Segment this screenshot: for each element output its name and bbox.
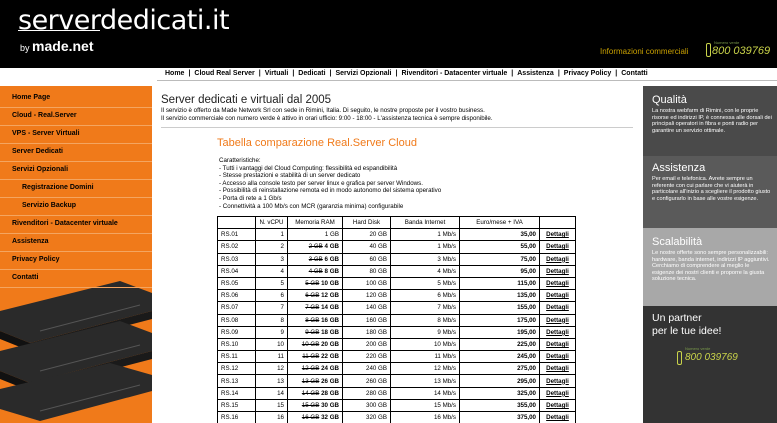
- ram-new: 1 GB: [324, 231, 339, 239]
- table-row: [218, 241, 576, 253]
- plan-name: RS.04: [218, 265, 256, 277]
- details-link[interactable]: Dettagli: [540, 314, 576, 326]
- ram-old: 14 GB: [301, 389, 320, 397]
- ram-new: 24 GB: [321, 365, 339, 373]
- ram-old: 4 GB: [308, 267, 323, 275]
- vcpu-count: 13: [256, 375, 288, 387]
- ram-value: [288, 302, 343, 314]
- hard-disk: 220 GB: [343, 351, 391, 363]
- price: 115,00: [460, 277, 540, 289]
- vcpu-count: 1: [256, 229, 288, 241]
- details-link[interactable]: Dettagli: [540, 302, 576, 314]
- sidebar-divider: [0, 215, 152, 216]
- hard-disk: 260 GB: [343, 375, 391, 387]
- bandwidth: 12 Mb/s: [391, 363, 460, 375]
- table-row: [218, 363, 576, 375]
- price: 55,00: [460, 241, 540, 253]
- details-link[interactable]: Dettagli: [540, 265, 576, 277]
- nav-item-contatti[interactable]: Contatti: [621, 70, 648, 77]
- hard-disk: 280 GB: [343, 387, 391, 399]
- ram-old: 13 GB: [301, 377, 320, 385]
- ram-old: 7 GB: [305, 304, 320, 312]
- price: 155,00: [460, 302, 540, 314]
- ram-new: 8 GB: [324, 267, 339, 275]
- vcpu-count: 14: [256, 387, 288, 399]
- hard-disk: 60 GB: [343, 253, 391, 265]
- price: 95,00: [460, 265, 540, 277]
- ram-new: 16 GB: [321, 316, 339, 324]
- ram-value: [288, 363, 343, 375]
- nav-item-cloud-real-server[interactable]: Cloud Real Server: [194, 70, 255, 77]
- plan-name: RS.09: [218, 326, 256, 338]
- table-row: [218, 277, 576, 289]
- details-link[interactable]: Dettagli: [540, 229, 576, 241]
- vcpu-count: 3: [256, 253, 288, 265]
- plan-name: RS.11: [218, 351, 256, 363]
- hard-disk: 300 GB: [343, 399, 391, 411]
- ram-value: [288, 387, 343, 399]
- server-rack-image: [0, 271, 152, 423]
- phone-icon: [677, 351, 682, 365]
- bandwidth: 10 Mb/s: [391, 338, 460, 350]
- table-header: Memoria RAM: [288, 217, 343, 229]
- site-logo[interactable]: serverdedicati.it: [18, 5, 230, 36]
- hard-disk: 320 GB: [343, 412, 391, 423]
- sidebar-item-server-dedicati[interactable]: Server Dedicati: [12, 148, 63, 155]
- bandwidth: 13 Mb/s: [391, 375, 460, 387]
- ram-new: 28 GB: [321, 389, 339, 397]
- details-link[interactable]: Dettagli: [540, 363, 576, 375]
- bandwidth: 4 Mb/s: [391, 265, 460, 277]
- partner-box: Un partner per le tue idee! Numero verde 800 039769: [643, 306, 777, 423]
- plan-name: RS.02: [218, 241, 256, 253]
- vcpu-count: 4: [256, 265, 288, 277]
- price: 245,00: [460, 351, 540, 363]
- details-link[interactable]: Dettagli: [540, 375, 576, 387]
- ram-value: [288, 277, 343, 289]
- hard-disk: 160 GB: [343, 314, 391, 326]
- ram-old: 9 GB: [305, 328, 320, 336]
- details-link[interactable]: Dettagli: [540, 290, 576, 302]
- partner-phone[interactable]: Numero verde 800 039769: [673, 346, 763, 370]
- sidebar-divider: [0, 269, 152, 270]
- ram-value: [288, 253, 343, 265]
- ram-old: 2 GB: [308, 243, 323, 251]
- nav-separator: |: [329, 70, 332, 77]
- vcpu-count: 15: [256, 399, 288, 411]
- nav-separator: |: [511, 70, 514, 77]
- plan-name: RS.01: [218, 229, 256, 241]
- bandwidth: 5 Mb/s: [391, 277, 460, 289]
- bandwidth: 11 Mb/s: [391, 351, 460, 363]
- price: 295,00: [460, 375, 540, 387]
- assistenza-box: Assistenza Per email e telefonica. Avrete sempre un referente con cui parlare che vi aiuterà in particolare all'inizio a scegliere il prodotto giusto e configurarlo in base alle vostre esigenze.: [643, 156, 777, 228]
- feature-item: - Possibilità di reinstallazione remota ed in modo autonomo del sistema operativo: [219, 187, 442, 195]
- nav-item-rivenditori-datacenter-virtuale[interactable]: Rivenditori - Datacenter virtuale: [401, 70, 508, 77]
- price: 75,00: [460, 253, 540, 265]
- ram-new: 6 GB: [324, 255, 339, 263]
- nav-separator: |: [188, 70, 191, 77]
- details-link[interactable]: Dettagli: [540, 351, 576, 363]
- sidebar-divider: [0, 143, 152, 144]
- nav-item-assistenza[interactable]: Assistenza: [517, 70, 554, 77]
- sidebar-item-vps-server-virtuali[interactable]: VPS - Server Virtuali: [12, 130, 80, 137]
- sidebar-item-privacy-policy[interactable]: Privacy Policy: [12, 256, 60, 263]
- ram-new: 18 GB: [321, 328, 339, 336]
- bandwidth: 8 Mb/s: [391, 314, 460, 326]
- ram-new: 20 GB: [321, 340, 339, 348]
- details-link[interactable]: Dettagli: [540, 277, 576, 289]
- hard-disk: 200 GB: [343, 338, 391, 350]
- sidebar-divider: [0, 197, 152, 198]
- vcpu-count: 16: [256, 412, 288, 423]
- feature-item: - Connettività a 100 Mb/s con MCR (garanzia minima) configurabile: [219, 202, 404, 210]
- bandwidth: 15 Mb/s: [391, 399, 460, 411]
- ram-old: 5 GB: [305, 280, 320, 288]
- price: 135,00: [460, 290, 540, 302]
- vcpu-count: 12: [256, 363, 288, 375]
- vcpu-count: 5: [256, 277, 288, 289]
- table-header: Euro/mese + IVA: [460, 217, 540, 229]
- plan-name: RS.15: [218, 399, 256, 411]
- vcpu-count: 8: [256, 314, 288, 326]
- ram-new: 32 GB: [321, 414, 339, 422]
- byline: by made.net: [20, 38, 94, 54]
- table-row: [218, 290, 576, 302]
- ram-value: [288, 412, 343, 423]
- price: 35,00: [460, 229, 540, 241]
- ram-new: 14 GB: [321, 304, 339, 312]
- ram-new: 4 GB: [324, 243, 339, 251]
- header: [0, 0, 777, 68]
- plan-name: RS.06: [218, 290, 256, 302]
- table-row: [218, 265, 576, 277]
- nav-item-home[interactable]: Home: [165, 70, 185, 77]
- nav-item-virtuali[interactable]: Virtuali: [264, 70, 289, 77]
- feature-item: - Porta di rete a 1 Gb/s: [219, 194, 282, 202]
- bandwidth: 3 Mb/s: [391, 253, 460, 265]
- price: 275,00: [460, 363, 540, 375]
- bandwidth: 14 Mb/s: [391, 387, 460, 399]
- vcpu-count: 9: [256, 326, 288, 338]
- hard-disk: 80 GB: [343, 265, 391, 277]
- bandwidth: 16 Mb/s: [391, 412, 460, 423]
- details-link[interactable]: Dettagli: [540, 253, 576, 265]
- ram-value: [288, 290, 343, 302]
- sidebar-divider: [0, 251, 152, 252]
- vcpu-count: 6: [256, 290, 288, 302]
- ram-old: 10 GB: [301, 340, 320, 348]
- hard-disk: 100 GB: [343, 277, 391, 289]
- ram-new: 12 GB: [321, 292, 339, 300]
- ram-value: [288, 241, 343, 253]
- intro-text: Il servizio è offerto da Made Network Srl con sede in Rimini, Italia. Di seguito, le nostre proposte per il vostro business. Il servizio commerciale con numero verde è attivo in orari ufficio: 9:00 - 18:00 - L'assistenza tecnica è sempre disponibile.: [161, 107, 493, 122]
- sidebar-item-cloud-real-server[interactable]: Cloud - Real.Server: [12, 112, 77, 119]
- ram-value: [288, 314, 343, 326]
- details-link[interactable]: Dettagli: [540, 241, 576, 253]
- hard-disk: 20 GB: [343, 229, 391, 241]
- plan-name: RS.13: [218, 375, 256, 387]
- sidebar-item-registrazione-domini[interactable]: Registrazione Domini: [22, 184, 94, 191]
- ram-old: 12 GB: [301, 365, 320, 373]
- ram-value: [288, 265, 343, 277]
- sidebar-item-rivenditori-datacenter-virtuale[interactable]: Rivenditori - Datacenter virtuale: [12, 220, 118, 227]
- vcpu-count: 11: [256, 351, 288, 363]
- ram-old: 3 GB: [308, 255, 323, 263]
- hard-disk: 180 GB: [343, 326, 391, 338]
- ram-new: 26 GB: [321, 377, 339, 385]
- features-list: Caratteristiche: - Tutti i vantaggi del Cloud Computing: flessibilità ed espandibilità - Stesse prestazioni e stabilità di un server dedicato - Accesso alla console testo per server linux e grafica per server Windows. - Possibilità di reinstallazione remota ed in modo autonomo del sistema operativo - Porta di rete a 1 Gb/s - Connettività a 100 Mb/s con MCR (garanzia minima) configurabile: [219, 157, 442, 210]
- ram-old: 6 GB: [305, 292, 320, 300]
- nav-item-servizi-opzionali[interactable]: Servizi Opzionali: [335, 70, 392, 77]
- nav-separator: |: [258, 70, 261, 77]
- ram-value: [288, 229, 343, 241]
- top-nav: [157, 68, 777, 81]
- hard-disk: 120 GB: [343, 290, 391, 302]
- main-content: [157, 86, 637, 423]
- scalabilita-box: Scalabilità Le nostre offerte sono sempre personalizzabili: hardware, banda internet, indirizzi IP aggiuntivi. Cerchiamo di comprendere al meglio le esigenze dei nostri clienti e proporre la giusta soluzione tecnica.: [643, 228, 777, 306]
- nav-separator: |: [292, 70, 295, 77]
- price: 325,00: [460, 387, 540, 399]
- table-row: [218, 302, 576, 314]
- table-row: [218, 314, 576, 326]
- sidebar-divider: [0, 233, 152, 234]
- ram-value: [288, 399, 343, 411]
- table-header: Hard Disk: [343, 217, 391, 229]
- table-title: Tabella comparazione Real.Server Cloud: [217, 137, 417, 149]
- nav-separator: |: [615, 70, 618, 77]
- plan-name: RS.12: [218, 363, 256, 375]
- sidebar-divider: [0, 179, 152, 180]
- ram-new: 10 GB: [321, 280, 339, 288]
- table-row: [218, 351, 576, 363]
- hard-disk: 240 GB: [343, 363, 391, 375]
- vcpu-count: 7: [256, 302, 288, 314]
- plan-name: RS.07: [218, 302, 256, 314]
- table-row: [218, 375, 576, 387]
- ram-new: 22 GB: [321, 353, 339, 361]
- comparison-table: [217, 216, 576, 423]
- ram-value: [288, 351, 343, 363]
- price: 355,00: [460, 399, 540, 411]
- sidebar-divider: [0, 125, 152, 126]
- table-row: [218, 326, 576, 338]
- table-row: [218, 412, 576, 423]
- details-link[interactable]: Dettagli: [540, 387, 576, 399]
- nav-item-dedicati[interactable]: Dedicati: [298, 70, 326, 77]
- header-phone[interactable]: Numero verde 800 039769: [706, 40, 776, 62]
- qualita-box: Qualità La nostra webfarm di Rimini, con le proprie risorse ed indirizzi IP, è connessa alle dorsali dei principali operatori in fibra e ponti radio per garantire un servizio ottimale.: [643, 86, 777, 156]
- feature-item: - Stesse prestazioni e stabilità di un server dedicato: [219, 172, 361, 180]
- table-row: [218, 399, 576, 411]
- plan-name: RS.10: [218, 338, 256, 350]
- price: 375,00: [460, 412, 540, 423]
- sidebar-divider: [0, 107, 152, 108]
- ram-old: 15 GB: [301, 401, 320, 409]
- table-header: Banda Internet: [391, 217, 460, 229]
- phone-icon: [706, 43, 711, 57]
- plan-name: RS.16: [218, 412, 256, 423]
- bandwidth: 7 Mb/s: [391, 302, 460, 314]
- vcpu-count: 10: [256, 338, 288, 350]
- details-link[interactable]: Dettagli: [540, 338, 576, 350]
- price: 175,00: [460, 314, 540, 326]
- ram-new: 30 GB: [321, 401, 339, 409]
- plan-name: RS.03: [218, 253, 256, 265]
- sidebar-item-servizi-opzionali[interactable]: Servizi Opzionali: [12, 166, 69, 173]
- sidebar-item-contatti[interactable]: Contatti: [12, 274, 39, 281]
- nav-item-privacy-policy[interactable]: Privacy Policy: [563, 70, 612, 77]
- sidebar-divider: [0, 287, 152, 288]
- hard-disk: 140 GB: [343, 302, 391, 314]
- plan-name: RS.05: [218, 277, 256, 289]
- feature-item: - Accesso alla console testo per server linux e grafica per server Windows.: [219, 179, 423, 187]
- divider: [161, 127, 633, 128]
- sidebar-divider: [0, 161, 152, 162]
- bandwidth: 1 Mb/s: [391, 229, 460, 241]
- price: 195,00: [460, 326, 540, 338]
- details-link[interactable]: Dettagli: [540, 326, 576, 338]
- plan-name: RS.14: [218, 387, 256, 399]
- sidebar-item-servizio-backup[interactable]: Servizio Backup: [22, 202, 77, 209]
- nav-separator: |: [557, 70, 560, 77]
- hard-disk: 40 GB: [343, 241, 391, 253]
- table-header: [540, 217, 576, 229]
- feature-item: - Tutti i vantaggi del Cloud Computing: flessibilità ed espandibilità: [219, 164, 398, 172]
- bandwidth: 1 Mb/s: [391, 241, 460, 253]
- sidebar-item-assistenza[interactable]: Assistenza: [12, 238, 49, 245]
- bandwidth: 9 Mb/s: [391, 326, 460, 338]
- bandwidth: 6 Mb/s: [391, 290, 460, 302]
- details-link[interactable]: Dettagli: [540, 399, 576, 411]
- nav-separator: |: [395, 70, 398, 77]
- ram-old: 11 GB: [302, 353, 320, 361]
- price: 225,00: [460, 338, 540, 350]
- sidebar-item-home-page[interactable]: Home Page: [12, 94, 51, 101]
- table-row: [218, 229, 576, 241]
- ram-value: [288, 338, 343, 350]
- table-row: [218, 338, 576, 350]
- table-header: [218, 217, 256, 229]
- table-row: [218, 253, 576, 265]
- ram-old: 16 GB: [301, 414, 320, 422]
- info-commerciali-label: Informazioni commerciali: [600, 47, 689, 56]
- table-header: N. vCPU: [256, 217, 288, 229]
- ram-value: [288, 375, 343, 387]
- left-sidebar: [0, 86, 152, 423]
- table-row: [218, 387, 576, 399]
- vcpu-count: 2: [256, 241, 288, 253]
- plan-name: RS.08: [218, 314, 256, 326]
- page-title: Server dedicati e virtuali dal 2005: [161, 94, 332, 106]
- details-link[interactable]: Dettagli: [540, 412, 576, 423]
- ram-value: [288, 326, 343, 338]
- ram-old: 8 GB: [305, 316, 320, 324]
